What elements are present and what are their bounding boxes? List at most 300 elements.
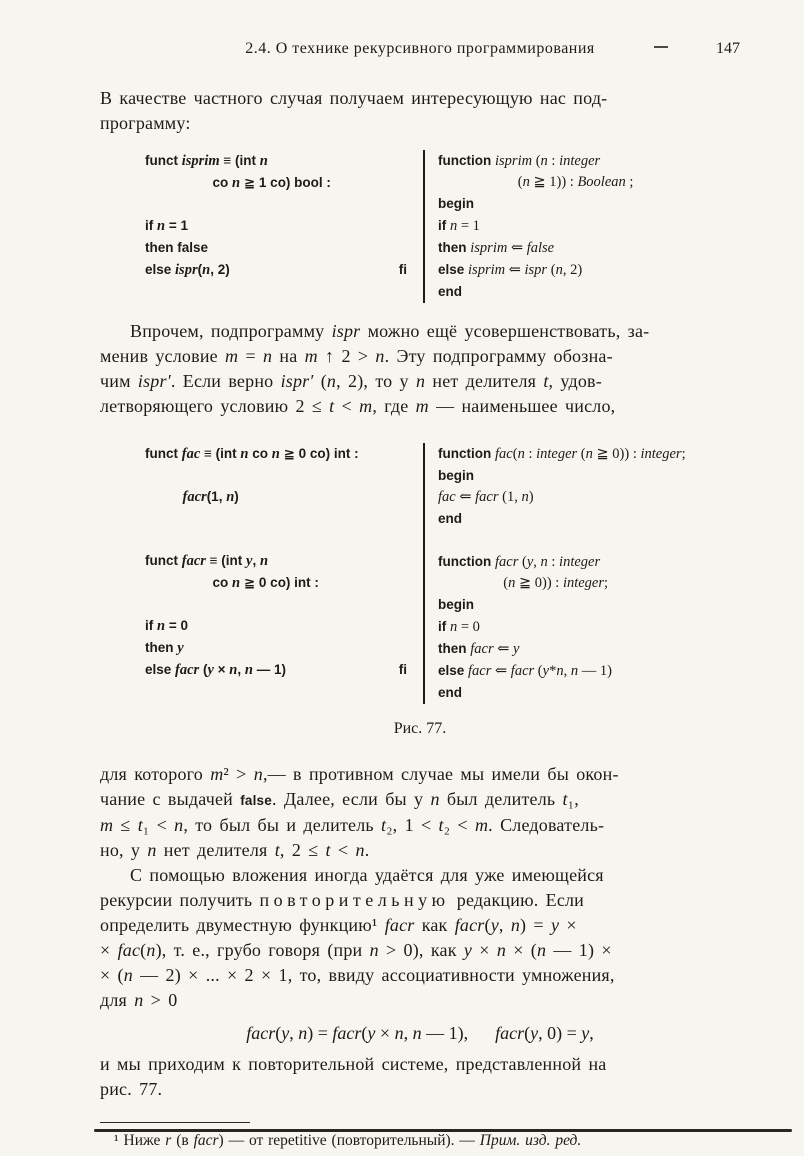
text-segment: else	[145, 662, 176, 677]
text-segment: begin	[438, 468, 474, 483]
code-line	[438, 660, 740, 682]
text-segment: ⇐	[493, 641, 514, 657]
text-segment: ispr′	[137, 371, 171, 391]
text-segment: был делитель	[439, 789, 563, 809]
text-segment: ⇐	[491, 663, 511, 679]
text-segment: ×	[472, 940, 497, 960]
text-segment: n	[556, 663, 564, 679]
text-segment: , 2)	[562, 262, 583, 278]
text-segment: ispr′	[280, 371, 314, 391]
text-segment: m	[415, 396, 429, 416]
text-segment: (в	[171, 1132, 194, 1149]
text-segment: else	[438, 262, 469, 277]
paragraph-nesting	[100, 863, 740, 1013]
text-segment: y	[207, 662, 214, 678]
text-segment: летворяющего условию 2 ≤	[100, 396, 330, 416]
text-segment: )	[234, 489, 239, 504]
text-segment: (	[275, 1023, 282, 1043]
code-line	[438, 259, 740, 281]
text-segment: y	[581, 1023, 590, 1043]
text-segment: , 0) =	[538, 1023, 582, 1043]
text-segment: t	[137, 815, 143, 835]
code-line	[438, 281, 740, 303]
code-line	[145, 194, 423, 215]
text-segment: n	[202, 262, 211, 278]
formula-facr	[100, 1023, 740, 1044]
text-segment: :	[547, 554, 560, 570]
text-segment: чим	[100, 371, 138, 391]
code-line	[438, 682, 740, 704]
text-segment: . Следователь-	[488, 815, 605, 835]
text-segment: facr	[495, 1023, 525, 1043]
code-line	[438, 237, 740, 259]
code-line	[438, 215, 740, 237]
text-segment: then false	[145, 240, 209, 255]
text-segment: then	[438, 641, 471, 656]
code-line	[145, 529, 423, 550]
text-segment: n	[430, 789, 440, 809]
text-segment: ₁,	[567, 789, 579, 809]
figure-caption: Рис. 77.	[393, 720, 447, 737]
text-segment: n	[253, 764, 263, 784]
text-segment: :	[547, 153, 560, 169]
text-segment: > 0), как	[378, 940, 464, 960]
text-segment: m	[210, 764, 224, 784]
text-segment: facr	[175, 662, 200, 678]
text-segment: С помощью вложения иногда удаётся для уже имеющейся	[130, 865, 604, 885]
footnote-rule	[100, 1122, 250, 1123]
code-line	[438, 508, 740, 530]
page-number: 147	[716, 40, 740, 57]
text-segment: ,	[589, 1023, 594, 1043]
text-segment: begin	[438, 597, 474, 612]
code-line	[438, 443, 740, 465]
text-segment: чание с выдачей	[100, 789, 241, 809]
text-segment	[145, 596, 149, 612]
text-segment: , то был бы и делитель	[183, 815, 381, 835]
text-segment: Прим. изд. ред.	[479, 1132, 582, 1149]
text-segment: , удов-	[548, 371, 602, 391]
text-segment: n	[412, 1023, 422, 1043]
text-segment: ) =	[520, 915, 551, 935]
text-segment: =	[238, 346, 264, 366]
text-segment: (	[484, 915, 491, 935]
text-segment: t	[543, 371, 549, 391]
code-line	[438, 465, 740, 487]
text-segment: facr	[182, 489, 207, 505]
text-segment: — 1)	[252, 662, 286, 677]
text-segment: × (	[506, 940, 537, 960]
footnote	[100, 1122, 740, 1151]
text-segment: — 1)	[578, 663, 612, 679]
text-segment: ,	[498, 915, 511, 935]
code-column-function-fac	[425, 443, 740, 704]
text-segment: Boolean	[577, 174, 626, 190]
paragraph-improve	[100, 319, 740, 419]
text-segment: (	[140, 940, 147, 960]
text-segment: (	[518, 554, 527, 570]
text-segment: ×	[559, 915, 577, 935]
code-line	[145, 443, 423, 465]
code-line	[438, 638, 740, 660]
text-segment: isprim	[495, 153, 533, 169]
code-line	[145, 150, 423, 172]
text-segment: (	[534, 663, 543, 679]
code-column-funct-isprim	[145, 150, 423, 303]
code-column-function-isprim	[425, 150, 740, 303]
text-segment: (	[313, 371, 327, 391]
text-segment: m	[225, 346, 239, 366]
text-segment: :	[524, 446, 537, 462]
text-segment: ≤	[113, 815, 138, 835]
text-segment: t	[325, 840, 331, 860]
code-line	[145, 659, 423, 681]
text-segment: = 1	[457, 218, 480, 234]
text-segment: (	[524, 1023, 531, 1043]
text-segment: <	[334, 396, 360, 416]
text-segment: ≧ 1)) :	[529, 174, 578, 190]
text-segment: определить двуместную функцию¹	[100, 915, 385, 935]
text-segment: n	[521, 489, 529, 505]
text-segment: (	[547, 262, 556, 278]
text-segment: = 0	[457, 619, 480, 635]
text-segment: n	[263, 346, 273, 366]
text-segment: )	[528, 489, 534, 505]
text-segment: ;	[681, 446, 686, 462]
scan-artifact-dash	[654, 46, 668, 48]
text-segment: ↑ 2 >	[317, 346, 376, 366]
code-column-funct-fac	[145, 443, 423, 704]
text-segment: fac	[181, 446, 201, 462]
text-segment: ,	[237, 662, 245, 677]
text-segment: end	[438, 284, 463, 299]
text-segment: fac	[495, 446, 513, 462]
text-segment: ¹ Ниже	[114, 1132, 166, 1149]
paragraph-intro	[100, 86, 740, 136]
text-segment: как	[414, 915, 455, 935]
text-segment: facr	[246, 1023, 276, 1043]
text-segment: m	[100, 815, 114, 835]
text-segment: y	[463, 940, 473, 960]
text-segment: ) =	[307, 1023, 333, 1043]
text-segment: facr	[181, 553, 206, 569]
text-segment: n	[369, 940, 379, 960]
text-segment: integer	[559, 153, 601, 169]
text-segment: n	[450, 619, 458, 635]
text-segment: ₂ <	[443, 815, 475, 835]
text-segment: t	[274, 840, 280, 860]
text-segment: fac	[438, 489, 456, 505]
text-segment: ispr	[524, 262, 548, 278]
section-title: 2.4. О технике рекурсивного программирования	[245, 40, 595, 57]
text-segment: else	[145, 262, 176, 277]
text-segment: y	[530, 1023, 539, 1043]
text-segment: n	[226, 489, 235, 505]
text-segment: n	[157, 218, 166, 234]
code-line	[438, 172, 740, 193]
code-line	[438, 487, 740, 508]
text-segment: n	[259, 153, 268, 169]
text-segment: n	[517, 446, 525, 462]
code-line	[438, 530, 740, 551]
paragraph-reason	[100, 762, 740, 863]
code-line	[145, 572, 423, 594]
text-segment: y	[550, 915, 560, 935]
code-line	[438, 551, 740, 573]
text-segment: n	[157, 618, 166, 634]
text-segment: (1,	[206, 489, 227, 504]
text-segment: — 1) ×	[546, 940, 612, 960]
text-segment: end	[438, 685, 463, 700]
text-segment: co	[248, 446, 272, 461]
text-segment: = 1	[165, 218, 188, 233]
text-segment: (	[199, 662, 208, 677]
text-segment: isprim	[470, 240, 508, 256]
text-segment: y	[542, 663, 550, 679]
text-segment: ispr	[175, 262, 198, 278]
text-segment: ≧ 0 co) int :	[240, 575, 319, 590]
text-segment: (	[512, 446, 518, 462]
text-segment: .	[364, 840, 370, 860]
text-segment: > 0	[143, 990, 178, 1010]
text-segment: ≧ 0)) :	[515, 575, 563, 591]
text-segment: begin	[438, 196, 474, 211]
text-segment: (	[197, 262, 203, 277]
text-segment: на	[272, 346, 305, 366]
text-segment: then	[438, 240, 471, 255]
code-line	[438, 616, 740, 638]
text-segment: ×	[375, 1023, 395, 1043]
text-segment: integer	[536, 446, 578, 462]
text-segment: n	[123, 965, 133, 985]
text-segment: if	[145, 218, 157, 233]
text-segment: t	[381, 815, 387, 835]
text-segment: ), т. е., грубо говоря (при	[155, 940, 370, 960]
code-line	[145, 594, 423, 615]
text-segment: ≧ 1 co) bool :	[240, 175, 331, 190]
text-segment: n	[244, 662, 253, 678]
text-segment: funct	[145, 153, 182, 168]
text-segment: end	[438, 511, 463, 526]
text-segment: ≡ (int	[200, 446, 241, 461]
text-segment: ;	[604, 575, 609, 591]
text-segment: В качестве частного случая получаем интересующую нас под-	[100, 88, 608, 108]
text-segment: <	[330, 840, 356, 860]
text-segment: нет делителя	[425, 371, 544, 391]
text-segment: рис. 77.	[100, 1079, 163, 1099]
text-segment: ₂, 1 <	[386, 815, 439, 835]
text-segment: , где	[372, 396, 416, 416]
text-segment: else	[438, 663, 469, 678]
text-segment: isprim	[468, 262, 506, 278]
text-segment: для	[100, 990, 135, 1010]
text-segment: facr	[510, 663, 535, 679]
code-line	[438, 193, 740, 215]
text-segment: n	[540, 153, 548, 169]
text-segment: ⇐	[455, 489, 476, 505]
text-segment: n	[229, 662, 238, 678]
text-segment: then	[145, 640, 178, 655]
code-listing-isprim	[145, 150, 740, 303]
text-segment: ,	[533, 554, 541, 570]
text-segment: ≡ (int	[219, 153, 260, 168]
page-header	[100, 40, 740, 62]
code-line	[145, 508, 423, 529]
text-segment: редакцию. Если	[449, 890, 585, 910]
text-segment: n	[540, 554, 548, 570]
text-segment: можно ещё усовершенствовать, за-	[360, 321, 650, 341]
text-segment: n	[415, 371, 426, 391]
text-segment: integer	[640, 446, 682, 462]
text-segment: Впрочем, подпрограмму	[130, 321, 332, 341]
text-segment: (1,	[498, 489, 522, 505]
text-segment: . Эту подпрограмму обозна-	[384, 346, 613, 366]
text-segment: , 2)	[210, 262, 230, 277]
code-line	[145, 486, 423, 508]
text-segment: y	[177, 640, 184, 656]
footnote-text	[100, 1130, 740, 1151]
text-segment: if	[438, 619, 450, 634]
text-segment: ×	[213, 662, 230, 677]
text-segment: рекурсии получить	[100, 890, 260, 910]
text-segment: y	[490, 915, 499, 935]
text-segment: fi	[398, 662, 407, 677]
text-segment: n	[555, 262, 563, 278]
text-segment: facr	[332, 1023, 362, 1043]
text-segment: funct	[145, 446, 182, 461]
text-segment: co	[145, 175, 233, 190]
text-segment: ,	[252, 553, 260, 568]
text-segment	[438, 532, 442, 548]
text-segment: *	[549, 663, 557, 679]
text-segment: n	[146, 940, 156, 960]
paragraph-conclusion	[100, 1052, 740, 1102]
text-segment: ;	[625, 174, 634, 190]
text-segment: (	[532, 153, 541, 169]
text-segment: n	[536, 940, 547, 960]
text-segment	[145, 510, 149, 526]
text-segment: n	[134, 990, 144, 1010]
text-segment: m	[474, 815, 489, 835]
text-segment: (	[438, 575, 509, 591]
text-segment: и мы приходим к повторительной системе, представленной на	[100, 1054, 607, 1074]
scan-artifact-line	[94, 1129, 792, 1132]
text-segment: ) — от repetitive (повторительный). —	[218, 1132, 480, 1149]
text-segment: m	[304, 346, 318, 366]
text-segment: facr	[495, 554, 519, 570]
text-segment: (	[438, 174, 523, 190]
text-segment: if	[438, 218, 450, 233]
text-segment: n	[260, 553, 269, 569]
text-segment: = 0	[165, 618, 188, 633]
text-segment: n	[375, 346, 385, 366]
text-segment: funct	[145, 553, 182, 568]
text-segment: ≡ (int	[205, 553, 247, 568]
text-segment: (	[577, 446, 586, 462]
text-segment: n	[147, 840, 157, 860]
text-segment: facr	[470, 641, 494, 657]
code-line	[438, 150, 740, 172]
text-segment: для которого	[100, 764, 211, 784]
text-segment: n	[232, 175, 241, 191]
text-segment: n	[240, 446, 249, 462]
text-segment	[145, 531, 149, 547]
text-segment: × (	[100, 965, 124, 985]
text-segment: n	[450, 218, 458, 234]
text-segment: ₁ <	[142, 815, 175, 835]
text-segment: ² >	[223, 764, 254, 784]
text-segment: isprim	[181, 153, 220, 169]
text-segment: менив условие	[100, 346, 226, 366]
text-segment: ,	[289, 1023, 299, 1043]
text-segment: ≧ 0 co) int :	[279, 446, 359, 461]
text-segment: n	[232, 575, 241, 591]
text-segment: m	[359, 396, 373, 416]
text-segment: повторительную	[259, 890, 450, 910]
text-segment: n	[585, 446, 593, 462]
code-line	[145, 615, 423, 637]
text-segment: ,— в противном случае мы имели бы окон-	[262, 764, 619, 784]
text-segment: facr	[468, 663, 492, 679]
text-segment	[145, 196, 149, 212]
code-line	[145, 259, 423, 281]
text-segment: ⇐	[507, 240, 527, 256]
code-line	[145, 637, 423, 659]
text-segment: integer	[559, 554, 601, 570]
text-segment: n	[570, 663, 579, 679]
text-segment: — 2) × ... × 2 × 1, то, ввиду ассоциативности умножения,	[132, 965, 615, 985]
text-segment: . Далее, если бы у	[271, 789, 431, 809]
text-segment	[145, 489, 183, 504]
code-line	[145, 215, 423, 237]
text-segment: function	[438, 446, 495, 461]
text-segment: ,	[403, 1023, 413, 1043]
text-segment: function	[438, 153, 495, 168]
text-segment: facr	[384, 915, 415, 935]
text-segment: facr	[454, 915, 485, 935]
text-segment: , 2 ≤	[279, 840, 326, 860]
text-segment: ×	[100, 940, 118, 960]
code-line	[438, 573, 740, 594]
code-line	[145, 172, 423, 194]
text-segment: но, у	[100, 840, 148, 860]
text-segment: — наименьшее число,	[428, 396, 616, 416]
text-segment: facr	[193, 1132, 219, 1149]
text-segment: y	[281, 1023, 290, 1043]
text-segment: r	[165, 1132, 172, 1149]
text-segment: n	[510, 915, 521, 935]
text-segment: y	[367, 1023, 376, 1043]
text-segment: function	[438, 554, 495, 569]
text-segment: (	[361, 1023, 368, 1043]
text-segment: n	[174, 815, 184, 835]
text-segment: n	[496, 940, 507, 960]
text-segment: y	[513, 641, 520, 657]
text-segment: y	[526, 554, 534, 570]
text-segment: t	[329, 396, 335, 416]
code-listing-fac-facr	[145, 443, 740, 704]
text-segment: n	[522, 174, 530, 190]
text-segment: ≧ 0)) :	[592, 446, 641, 462]
text-segment: fi	[398, 262, 407, 277]
text-segment: y	[246, 553, 253, 569]
text-segment: n	[394, 1023, 404, 1043]
text-segment: ⇐	[505, 262, 525, 278]
code-line	[145, 465, 423, 486]
text-segment: , 2), то у	[336, 371, 416, 391]
text-segment: программу:	[100, 113, 191, 133]
text-segment: n	[298, 1023, 308, 1043]
